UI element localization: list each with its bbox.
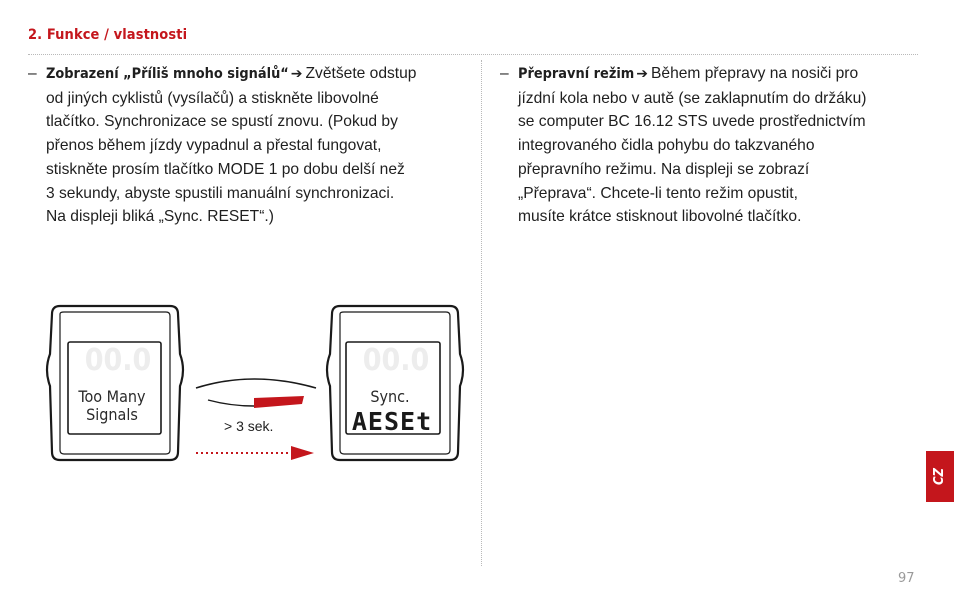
button-caption: > 3 sek. [224, 418, 274, 434]
bullet-lead: Přepravní režim [518, 66, 635, 82]
column-divider [481, 60, 482, 566]
bullet-dash: – [500, 65, 509, 82]
language-tab [926, 451, 954, 502]
paragraph-line: tlačítko. Synchronizace se spustí znovu. (Pokud by [46, 113, 398, 131]
paragraph-line [46, 62, 468, 87]
paragraph-line: od jiných cyklistů (vysílačů) a stiskněte libovolné [46, 89, 379, 107]
paragraph-line: se computer BC 16.12 STS uvede prostřednictvím [518, 113, 866, 131]
right-column [500, 62, 920, 229]
device-illustration [38, 300, 478, 480]
lcd-line-2: Signals [86, 405, 138, 424]
bullet-lead: Zobrazení „Příliš mnoho signálů“ [46, 66, 289, 82]
paragraph-line: Na displeji bliká „Sync. RESET“.) [46, 208, 274, 226]
paragraph-line: stiskněte prosím tlačítko MODE 1 po dobu delší než [46, 160, 405, 178]
bullet-too-many-signals [28, 62, 468, 229]
paragraph-text: Během přepravy na nosiči pro [651, 65, 859, 82]
language-tab-label: CZ [932, 467, 948, 486]
page-number: 97 [898, 571, 915, 586]
paragraph-line: „Přeprava“. Chcete-li tento režim opustit, [518, 184, 798, 202]
bike-computer-icon [327, 306, 463, 460]
paragraph-line: jízdní kola nebo v autě (se zaklapnutím do držáku) [518, 89, 867, 107]
paragraph-line: přepravního režimu. Na displeji se zobrazí [518, 160, 810, 178]
paragraph-text: Zvětšete odstup [305, 65, 417, 82]
arrow-right-icon: ➔ [636, 65, 649, 81]
lcd-ghost-digits: 00.0 [362, 343, 430, 378]
lcd-ghost-digits: 00.0 [84, 343, 152, 378]
mode-button-press-icon [196, 379, 316, 460]
lcd-line-1: Sync. [370, 387, 410, 406]
section-title: 2. Funkce / vlastnosti [28, 27, 188, 43]
paragraph-line: přenos během jízdy vypadnul a přestal fungovat, [46, 137, 382, 155]
lcd-line-2: AESEt [351, 407, 433, 436]
arrow-right-icon: ➔ [290, 65, 303, 81]
paragraph-line: musíte krátce stisknout libovolné tlačítko. [518, 208, 802, 226]
bullet-transport-mode [500, 62, 920, 229]
paragraph-line [518, 62, 920, 87]
bullet-dash: – [28, 65, 37, 82]
arrow-right-icon [291, 446, 314, 460]
left-column [28, 62, 468, 229]
lcd-line-1: Too Many [78, 387, 146, 406]
paragraph-line: integrovaného čidla pohybu do takzvaného [518, 137, 815, 155]
paragraph-line: 3 sekundy, abyste spustili manuální synchronizaci. [46, 184, 395, 202]
top-divider [28, 54, 918, 55]
bike-computer-icon [47, 306, 183, 460]
